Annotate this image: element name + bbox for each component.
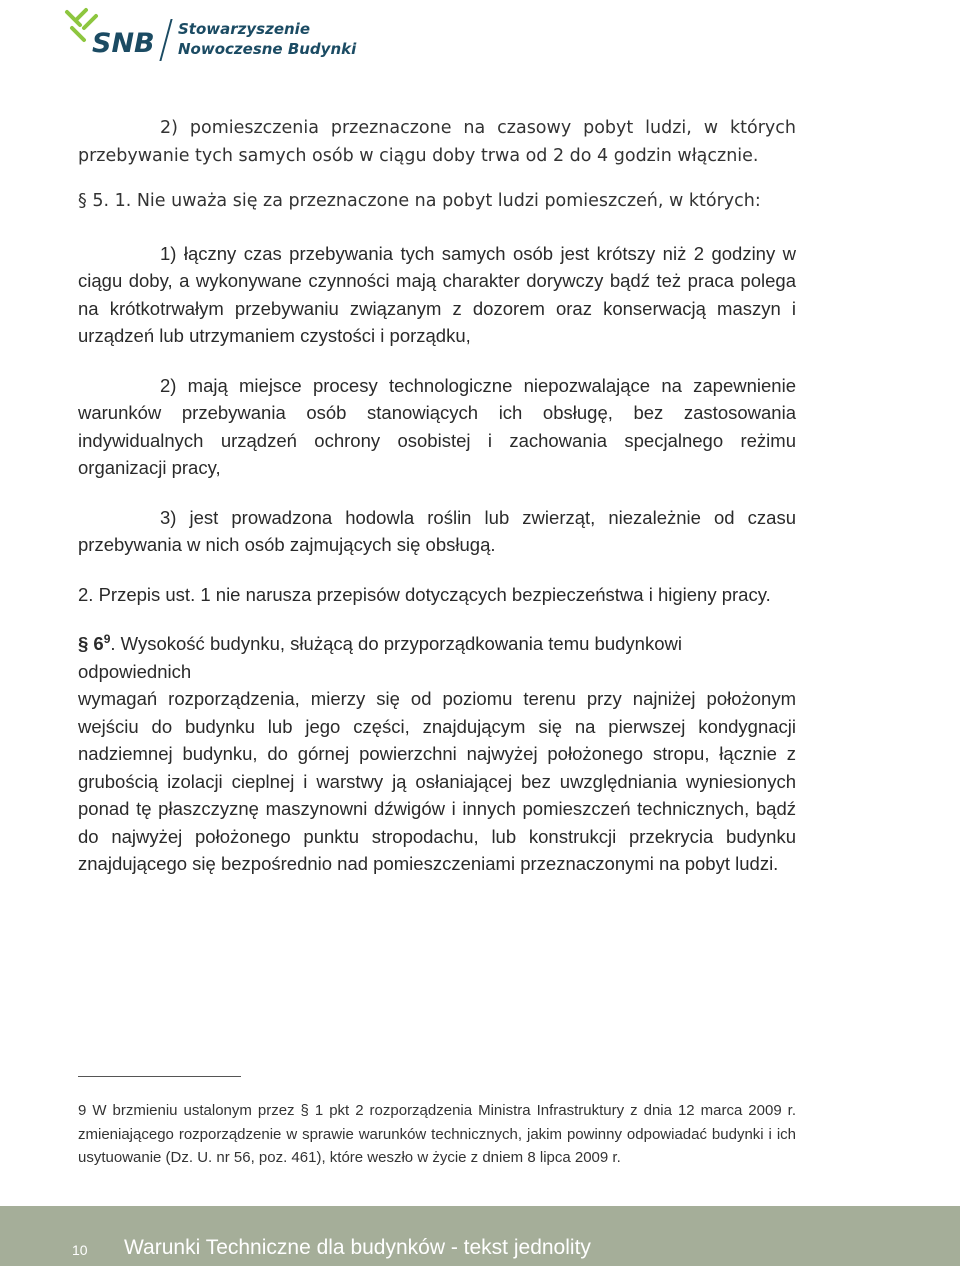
- paragraph-exclusion-1: 1) łączny czas przebywania tych samych osób jest krótszy niż 2 godziny w ciągu doby, a wykonywane czynności mają charakter dorywczy bądź też praca polega na krótkotrwałym przebywaniu związanym z dozorem oraz konserwacją maszyn i urządzeń lub utrzymaniem czystości i porządku,: [78, 242, 796, 346]
- paragraph-exclusion-3: 3) jest prowadzona hodowla roślin lub zwierząt, niezależnie od czasu przebywania w nich osób zajmujących się obsługą.: [78, 506, 796, 555]
- header: [62, 6, 392, 66]
- footnote-reference: 9: [103, 632, 111, 646]
- paragraph-section-5-ust-2: 2. Przepis ust. 1 nie narusza przepisów dotyczących bezpieczeństwa i higieny pracy.: [78, 583, 771, 605]
- logo-abbreviation: SNB: [92, 28, 155, 59]
- section-6-label: § 6: [78, 633, 104, 655]
- org-name-line1: Stowarzyszenie: [178, 20, 310, 38]
- logo-divider: [159, 19, 172, 61]
- footnote-separator: [78, 1076, 241, 1077]
- page-number: 10: [72, 1242, 88, 1258]
- paragraph-item-2: 2) pomieszczenia przeznaczone na czasowy pobyt ludzi, w których przebywanie tych samych osób w ciągu doby trwa od 2 do 4 godzin włącznie.: [78, 118, 796, 166]
- document-body: [78, 115, 796, 878]
- paragraph-exclusion-2: 2) mają miejsce procesy technologiczne niepozwalające na zapewnienie warunków przebywania osób stanowiących ich obsługę, bez zastosowania indywidualnych urządzeń ochrony osobistej i zachowania specjalnego reżimu organizacji pracy,: [78, 374, 796, 478]
- organization-name: [178, 19, 356, 59]
- footer-title: Warunki Techniczne dla budynków - tekst jednolity: [124, 1236, 591, 1259]
- footnote: 9 W brzmieniu ustalonym przez § 1 pkt 2 rozporządzenia Ministra Infrastruktury z dnia 12 marca 2009 r. zmieniającego rozporządzenie w sprawie warunków technicznych, jakim powinny odpowiadać budynki i ich usytuowanie (Dz. U. nr 56, poz. 461), które weszło w życie z dniem 8 lipca 2009 r.: [78, 1102, 796, 1166]
- section-6-text: . Wysokość budynku, służącą do przyporządkowania temu budynkowi odpowiednich: [78, 633, 682, 682]
- paragraph-section-5: § 5. 1. Nie uważa się za przeznaczone na pobyt ludzi pomieszczeń, w których:: [78, 191, 761, 211]
- paragraph-section-6-body: wymagań rozporządzenia, mierzy się od poziomu terenu przy najniżej położonym wejściu do budynku lub jego części, znajdującym się na pierwszej kondygnacji nadziemnej budynku, do górnej powierzchni najwyżej położonego stropu, łącznie z grubością izolacji cieplnej i warstwy ją osłaniającej bez uwzględniania wyniesionych ponad tę płaszczyznę maszynowni dźwigów i innych pomieszczeń technicznych, bądź do najwyżej położonego punktu stropodachu, lub konstrukcji przekrycia budynku znajdującego się bezpośrednio nad pomieszczeniami przeznaczonymi na pobyt ludzi.: [78, 688, 796, 875]
- paragraph-section-6-heading: [78, 626, 796, 685]
- org-name-line2: Nowoczesne Budynki: [178, 40, 357, 58]
